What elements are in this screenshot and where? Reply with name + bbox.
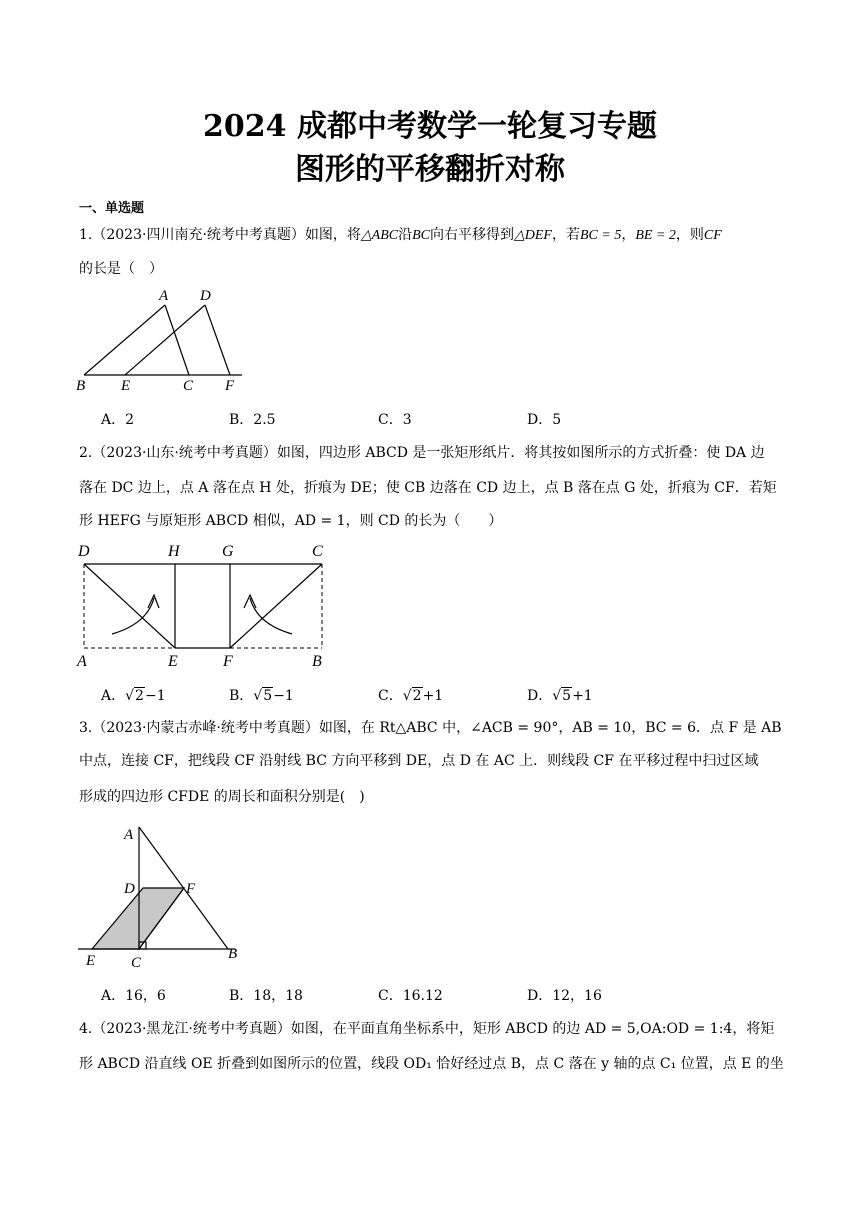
q3-label-c: C: [131, 955, 142, 970]
q2-option-d-radicand: 5: [562, 688, 572, 704]
q2-label-c: C: [312, 543, 323, 560]
q2-line-3: 形 HEFG 与原矩形 ABCD 相似，AD = 1，则 CD 的长为（ ）: [79, 513, 503, 529]
q1-label-d: D: [200, 288, 211, 304]
q3-label-d: D: [124, 881, 135, 897]
q1-condition-bc: BC = 5: [579, 228, 622, 243]
q1-option-a[interactable]: A．2: [101, 412, 135, 428]
q1-text: 沿: [398, 227, 413, 243]
q2-line-2: 落在 DC 边上，点 A 落在点 H 处，折痕为 DE；使 CB 边落在 CD 边上，点 B 落在点 G 处，折痕为 CF．若矩: [79, 480, 777, 496]
q2-option-b-radicand: 5: [263, 688, 273, 704]
q3-label-a: A: [124, 827, 134, 843]
q3-label-f: F: [186, 881, 196, 897]
q2-option-b-letter: B．: [229, 688, 254, 704]
q3-option-b[interactable]: B．18，18: [229, 988, 303, 1004]
q2-option-b[interactable]: B．√5−1: [229, 688, 294, 704]
q3-option-c[interactable]: C．16.12: [378, 988, 443, 1004]
q2-option-d-letter: D．: [527, 688, 553, 704]
q1-text: ，则: [675, 227, 704, 243]
q1-triangle-abc: △ABC: [360, 228, 399, 243]
section-heading: 一、单选题: [79, 201, 145, 216]
q2-option-b-rest: −1: [273, 688, 294, 704]
q1-line-1: [79, 225, 722, 246]
title-line-1: 2024 成都中考数学一轮复习专题: [203, 109, 657, 144]
q2-label-h: H: [168, 543, 180, 560]
q1-option-b[interactable]: B．2.5: [229, 412, 276, 428]
q2-figure: [72, 538, 342, 678]
q2-option-a-rest: −1: [144, 688, 166, 704]
q1-condition-be: BE = 2: [635, 228, 676, 243]
q1-label-f: F: [225, 378, 235, 394]
q3-shaded-region: [92, 888, 184, 949]
q2-option-c-rest: +1: [422, 688, 444, 704]
q2-option-a-radicand: 2: [135, 688, 144, 704]
q2-option-d-rest: +1: [572, 688, 593, 704]
q2-label-b: B: [312, 653, 322, 670]
q1-option-d[interactable]: D．5: [527, 412, 562, 428]
title-line-2: 图形的平移翻折对称: [295, 152, 565, 187]
q1-text: 如图，将: [304, 227, 361, 243]
q4-line-1: 4.（2023·黑龙江·统考中考真题）如图，在平面直角坐标系中，矩形 ABCD 的边 AD = 5,OA:OD = 1:4，将矩: [79, 1021, 775, 1037]
q2-option-c[interactable]: C．√2+1: [378, 688, 444, 704]
q1-label-a: A: [159, 288, 169, 304]
q1-line-2: 的长是（ ）: [79, 261, 163, 277]
q1-text: 向右平移得到: [430, 227, 514, 243]
q2-label-f: F: [223, 653, 233, 670]
q2-label-e: E: [168, 653, 178, 670]
q2-option-c-letter: C．: [378, 688, 403, 704]
q3-option-d[interactable]: D．12，16: [527, 988, 602, 1004]
q3-line-1: 3.（2023·内蒙古赤峰·统考中考真题）如图，在 Rt△ABC 中，∠ACB = 90°，AB = 10，BC = 6．点 F 是 AB: [79, 720, 782, 736]
q1-text: ，: [621, 227, 636, 243]
q3-figure: [75, 815, 250, 970]
q1-triangle-def: △DEF: [514, 228, 552, 243]
q1-label-e: E: [121, 378, 131, 394]
q1-number: 1.: [79, 227, 93, 243]
q2-option-d[interactable]: D．√5+1: [527, 688, 593, 704]
q1-label-c: C: [183, 378, 194, 394]
q1-text: ，若: [551, 227, 580, 243]
q1-source: （2023·四川南充·统考中考真题）: [92, 227, 305, 243]
q1-option-c[interactable]: C．3: [378, 412, 412, 428]
q1-label-b: B: [76, 378, 86, 394]
q3-label-e: E: [86, 953, 96, 969]
q3-line-2: 中点，连接 CF，把线段 CF 沿射线 BC 方向平移到 DE，点 D 在 AC 上．则线段 CF 在平移过程中扫过区域: [79, 753, 759, 769]
q1-figure: [75, 286, 250, 396]
q1-segment-cf: CF: [703, 228, 722, 243]
q2-label-g: G: [222, 543, 234, 560]
q2-label-a: A: [77, 653, 87, 670]
q3-line-3: 形成的四边形 CFDE 的周长和面积分别是( ): [79, 789, 365, 805]
q4-line-2: 形 ABCD 沿直线 OE 折叠到如图所示的位置，线段 OD₁ 恰好经过点 B，点 C 落在 y 轴的点 C₁ 位置，点 E 的坐: [79, 1056, 784, 1072]
q3-label-b: B: [228, 946, 238, 962]
q2-option-c-radicand: 2: [412, 688, 422, 704]
q2-label-d: D: [78, 543, 90, 560]
q2-line-1: 2.（2023·山东·统考中考真题）如图，四边形 ABCD 是一张矩形纸片．将其按如图所示的方式折叠：使 DA 边: [79, 445, 765, 461]
q1-segment-bc: BC: [412, 228, 430, 243]
q3-option-a[interactable]: A．16，6: [101, 988, 166, 1004]
q2-option-a-letter: A．: [101, 688, 126, 704]
q2-option-a[interactable]: A．√2−1: [101, 688, 166, 704]
